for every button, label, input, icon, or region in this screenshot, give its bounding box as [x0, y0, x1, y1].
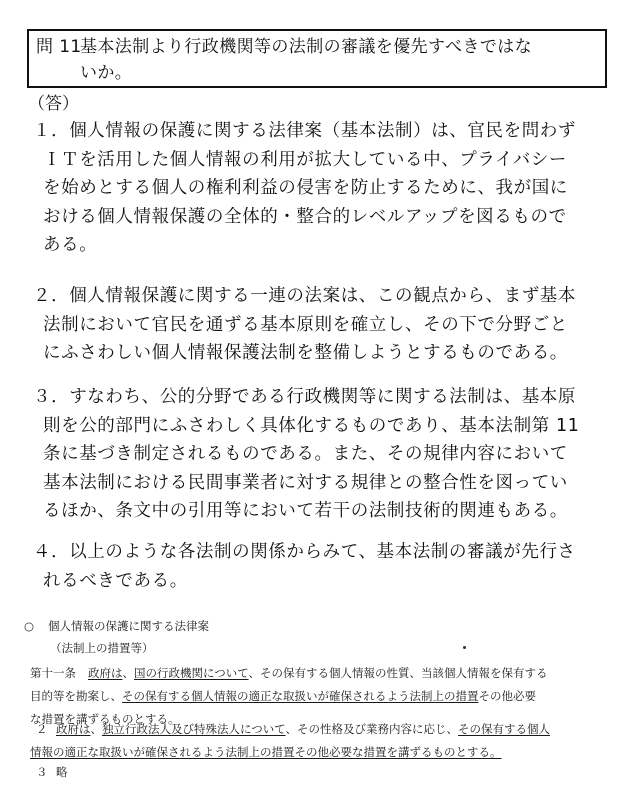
- item-line: れるべきである。: [43, 570, 188, 591]
- article-paragraph-2: [30, 718, 600, 764]
- item-line: ＩＴを活用した個人情報の利用が拡大している中、プライバシー: [43, 149, 568, 170]
- article-number: 第十一条: [30, 666, 76, 680]
- answer-item-2: [33, 282, 593, 368]
- article-text: 、: [90, 722, 102, 736]
- underlined-text: 政府は: [56, 722, 91, 736]
- scan-speck: [463, 646, 466, 649]
- article-line: [30, 718, 600, 741]
- item-line: ２．個人情報保護に関する一連の法案は、この観点から、まず基本: [33, 286, 576, 306]
- question-line-1: [36, 34, 605, 60]
- question-text-2: いか。: [80, 63, 133, 83]
- excerpt-subheading: （法制上の措置等）: [50, 641, 154, 655]
- item-line: おける個人情報保護の全体的・整合的レベルアップを図るもので: [43, 206, 567, 227]
- underlined-text: その保有する個人情報の適正な取扱いが確保されるよう法制上の措置: [122, 689, 479, 703]
- article-text: その他必要: [478, 689, 536, 703]
- item-line: 法制において官民を通ずる基本原則を確立し、その下で分野ごと: [43, 314, 568, 335]
- item-line: にふさわしい個人情報保護法制を整備しようとするものである。: [43, 343, 568, 363]
- item-line: 基本法制における民間事業者に対する規律との整合性を図ってい: [43, 472, 568, 493]
- circle-bullet-icon: ○: [24, 619, 35, 633]
- article-line: な措置を講ずるものとする。: [30, 712, 180, 726]
- item-line: １．個人情報の保護に関する法律案（基本法制）は、官民を問わず: [33, 121, 576, 141]
- underlined-text: 情報の適正な取扱いが確保されるよう法制上の措置: [30, 745, 295, 759]
- article-text: 目的等を勘案し、: [30, 689, 122, 703]
- article-paragraph-3: [30, 764, 68, 780]
- item-line: 条に基づき制定されるものである。また、その規律内容において: [43, 444, 568, 464]
- paragraph-number: ２: [36, 722, 48, 736]
- excerpt-title: 個人情報の保護に関する法律案: [48, 619, 209, 633]
- article-line: [30, 741, 600, 764]
- item-line: ３．すなわち、公的分野である行政機関等に関する法制は、基本原: [33, 387, 576, 407]
- underlined-text: 国の行政機関について: [134, 666, 249, 680]
- item-line: を始めとする個人の権利利益の侵害を防止するために、我が国に: [43, 178, 568, 198]
- answer-label: （答）: [28, 94, 79, 114]
- answer-item-4: [33, 538, 593, 595]
- underlined-text: その他必要な措置を講ずるものとする。: [294, 745, 502, 759]
- article-text: 、: [122, 666, 134, 680]
- question-number: 問 11: [36, 37, 82, 57]
- item-line: ある。: [43, 235, 98, 255]
- question-box: [27, 29, 607, 88]
- item-line: るほか、条文中の引用等において若干の法制技術的関連もある。: [43, 501, 568, 521]
- article-text: 、その性格及び業務内容に応じ、: [285, 722, 459, 736]
- article-line: [30, 662, 590, 685]
- excerpt-heading: [24, 618, 209, 634]
- answer-item-1: [33, 117, 593, 260]
- underlined-text: 政府は: [88, 666, 123, 680]
- underlined-text: その保有する個人: [458, 722, 551, 736]
- paragraph-number: ３: [36, 765, 48, 779]
- item-line: ４．以上のような各法制の関係からみて、基本法制の審議が先行さ: [33, 542, 576, 562]
- article-line: [30, 685, 590, 708]
- question-text-1: 基本法制より行政機関等の法制の審議を優先すべきではな: [80, 37, 533, 57]
- answer-item-3: [33, 383, 593, 526]
- item-line: 則を公的部門にふさわしく具体化するものであり、基本法制第 11: [43, 415, 580, 436]
- underlined-text: 独立行政法人及び特殊法人について: [102, 722, 286, 736]
- article-text: 、その保有する個人情報の性質、当該個人情報を保有する: [248, 666, 548, 680]
- article-text: 略: [56, 765, 68, 779]
